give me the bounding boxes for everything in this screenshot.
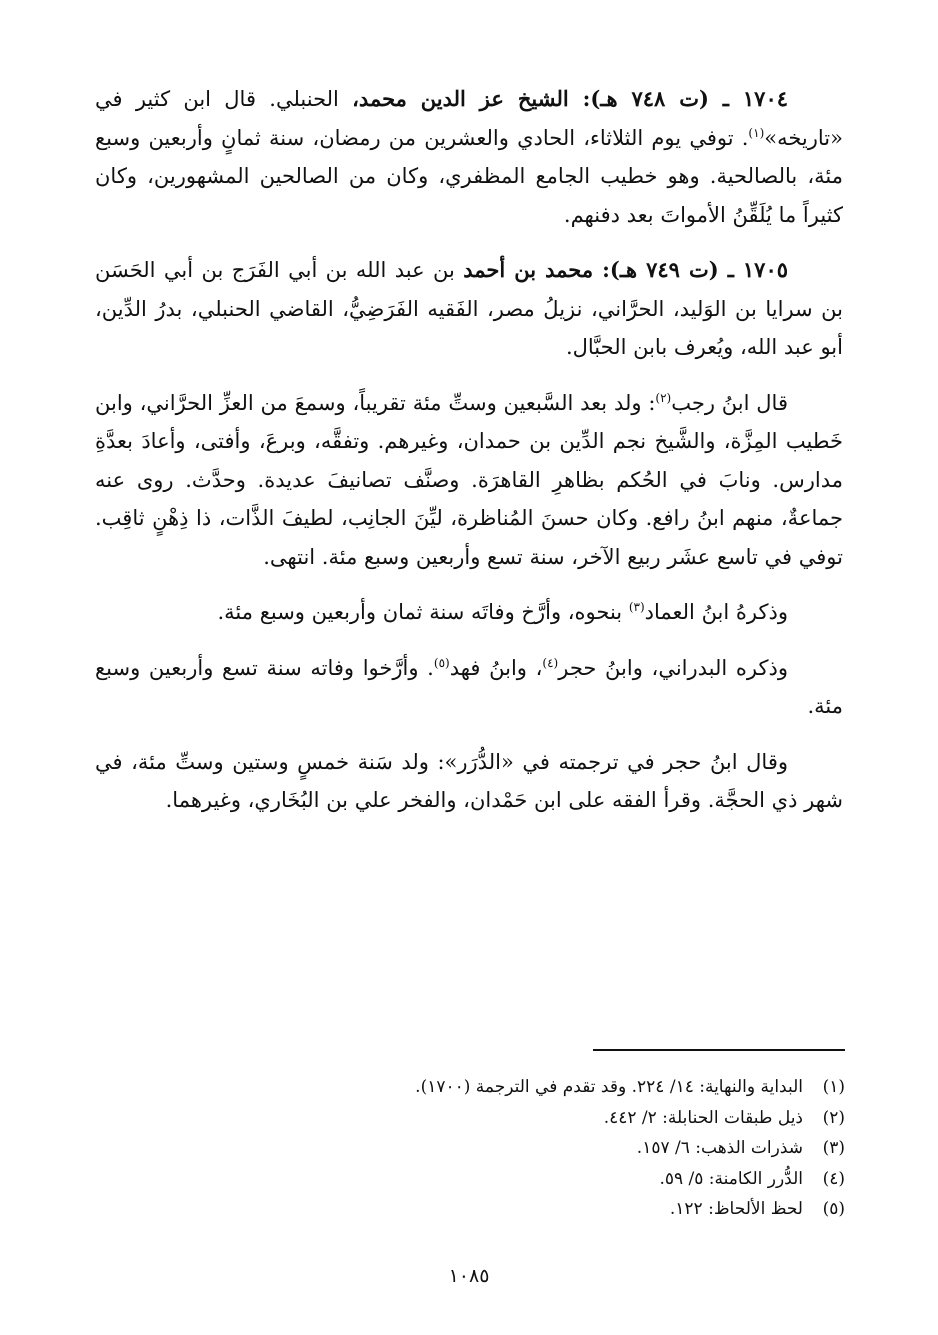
footnote-ref-1[interactable]: (١) — [748, 125, 765, 140]
footnote-item — [120, 1133, 845, 1164]
ibn-rajab-intro: قال ابنُ رجب — [671, 390, 788, 415]
footnote-text: ذيل طبقات الحنابلة: ٢/ ٤٤٢. — [603, 1107, 803, 1128]
entry-1704-text: الحنبلي. قال ابن كثير في «تاريخه» — [95, 87, 843, 150]
entry-1705-heading: ١٧٠٥ ـ (ت ٧٤٩ هـ): محمد بن أحمد — [463, 257, 789, 282]
footnote-number: (١) — [822, 1077, 845, 1097]
footnote-item — [120, 1164, 845, 1195]
ibn-imad-text: بنحوه، وأرَّخ وفاتَه سنة ثمان وأربعين وسبع مئة. — [217, 600, 629, 624]
ibn-rajab-text: : ولد بعد السَّبعين وستِّ مئة تقريباً، وسمعَ من العزِّ الحرَّاني، وابن خَطيب المِزَّة، والشَّيخ نجم الدِّين بن حمدان، وغيرهم. وتفقَّه، وبرعَ، وأفتى، وأعادَ بعدَّةِ مدارس. ونابَ في الحُكم بظاهرِ القاهرَة. وصنَّف تصانيفَ عديدة. وحدَّث. روى عنه جماعةٌ، منهم ابنُ رافع. وكان حسنَ المُناظرة، ليِّنَ الجانِب، لطيفَ الذَّات، ذا ذِهْنٍ ثاقِب. توفي في تاسع عشَر ربيع الآخر، سنة تسع وأربعين وسبع مئة. انتهى. — [95, 390, 843, 569]
ibn-imad-paragraph — [95, 593, 843, 632]
footnote-ref-3[interactable]: (٣) — [628, 600, 645, 614]
footnote-text: البداية والنهاية: ١٤/ ٢٢٤. وقد تقدم في الترجمة (١٧٠٠). — [415, 1077, 803, 1097]
badrani-paragraph — [95, 649, 843, 726]
badrani-text: ، وابنُ فهد — [449, 655, 543, 680]
entry-1704 — [95, 80, 843, 234]
footnote-separator — [593, 1049, 845, 1051]
footnotes-list — [120, 1072, 845, 1225]
entry-1704-heading: ١٧٠٤ ـ (ت ٧٤٨ هـ): الشيخ عز الدين محمد، — [352, 86, 789, 111]
footnote-text: شذرات الذهب: ٦/ ١٥٧. — [636, 1138, 803, 1158]
badrani-text-cont: . وأرَّخوا وفاته سنة تسع وأربعين وسبع مئة. — [95, 655, 843, 718]
ibn-imad-intro: وذكرهُ ابنُ العماد — [644, 600, 788, 624]
entry-1704-text-cont: . توفي يوم الثلاثاء، الحادي والعشرين من رمضان، سنة ثمانٍ وأربعين وسبع مئة، بالصالحية. وهو خطيب الجامع المظفري، وكان من الصالحين المشهورين، وكان كثيراً ما يُلَقِّنُ الأمواتَ بعد دفنهم. — [95, 125, 843, 227]
badrani-intro: وذكره البدراني، وابنُ حجر — [558, 655, 788, 680]
footnote-item — [120, 1103, 845, 1134]
footnote-item — [120, 1072, 845, 1103]
footnote-ref-5[interactable]: (٥) — [433, 655, 450, 670]
durar-text: وقال ابنُ حجر في ترجمته في «الدُّرَر»: ولد سَنة خمسٍ وستين وستِّ مئة، في شهر ذي الحجَّة. وقرأ الفقه على ابن حَمْدان، والفخر علي بن البُخَاري، وغيرهما. — [95, 749, 843, 812]
footnote-number: (٥) — [822, 1199, 845, 1219]
footnote-number: (٣) — [822, 1138, 845, 1158]
footnote-item — [120, 1194, 845, 1225]
footnote-number: (٤) — [822, 1168, 845, 1189]
ibn-rajab-paragraph — [95, 384, 843, 577]
durar-paragraph — [95, 743, 843, 820]
footnote-text: الدُّرر الكامنة: ٥/ ٥٩. — [659, 1168, 803, 1189]
page-number: ١٠٨٥ — [448, 1265, 490, 1287]
footnote-text: لحظ الألحاظ: ١٢٢. — [669, 1199, 803, 1219]
footnote-number: (٢) — [822, 1107, 845, 1128]
footnote-ref-4[interactable]: (٤) — [542, 655, 559, 670]
entry-1705 — [95, 251, 843, 367]
entry-1705-text: بن عبد الله بن أبي الفَرَج بن أبي الحَسَن بن سرايا بن الوَليد، الحرَّاني، نزيلُ مصر، الفَقيه الفَرَضِيُّ، القاضي الحنبلي، بدرُ الدِّين، أبو عبد الله، ويُعرف بابن الحبَّال. — [95, 258, 843, 359]
footnote-ref-2[interactable]: (٢) — [655, 390, 672, 405]
page-body — [95, 80, 843, 820]
